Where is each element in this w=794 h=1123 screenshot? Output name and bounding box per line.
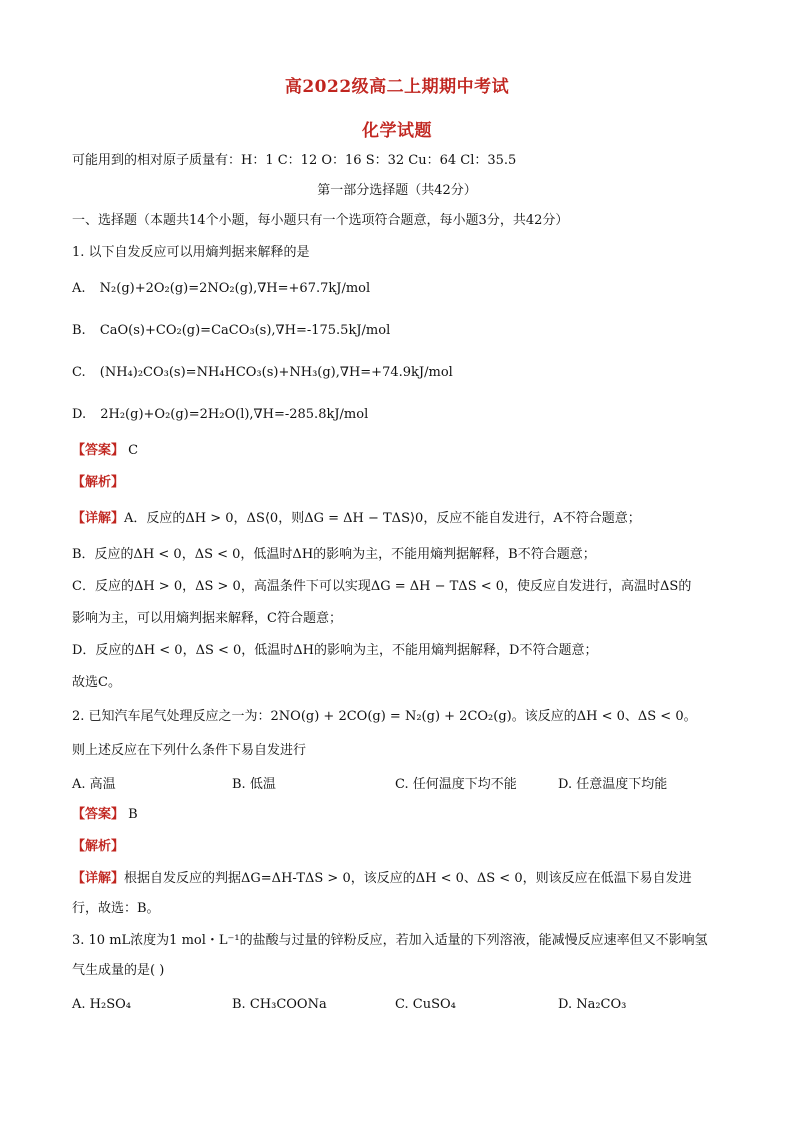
q2-analysis-tag: 【解析】 — [72, 839, 125, 854]
q2-answer-value: B — [128, 807, 138, 822]
part-heading: 第一部分选择题（共42分） — [317, 183, 477, 198]
q1-answer-tag: 【答案】 — [72, 443, 125, 458]
q1-option-a — [72, 280, 722, 298]
q3-options — [72, 996, 722, 1014]
q1-detail-1-text: A．反应的ΔH > 0，ΔS⟨0，则ΔG = ΔH − TΔS⟩0，反应不能自发进行，A不符合题意； — [124, 511, 641, 526]
q3-option-a: A. H₂SO₄ — [72, 997, 131, 1012]
q3-option-d: D. Na₂CO₃ — [558, 997, 627, 1012]
q2-detail-1-text: 根据自发反应的判据ΔG=ΔH-TΔS > 0，该反应的ΔH < 0、ΔS < 0，则该反应在低温下易自发进 — [124, 871, 692, 886]
exam-subject: 化学试题 — [362, 121, 432, 141]
q1-detail-4: 影响为主，可以用熵判据来解释，C符合题意； — [72, 611, 342, 626]
atomic-mass-note: 可能用到的相对原子质量有：H：1 C：12 O：16 S：32 Cu：64 Cl：35.5 — [72, 153, 517, 168]
q1-conclusion: 故选C。 — [72, 675, 121, 690]
q1-analysis-tag: 【解析】 — [72, 475, 125, 490]
q1-option-b-label: B. — [72, 323, 86, 338]
q1-detail-1 — [72, 510, 722, 528]
q2-option-c: C. 任何温度下均不能 — [395, 777, 517, 792]
q1-answer-value: C — [128, 443, 139, 458]
q2-detail-2: 行，故选：B。 — [72, 901, 160, 916]
q1-option-d-label: D. — [72, 407, 87, 422]
q2-detail-1 — [72, 870, 722, 888]
q1-option-b — [72, 322, 722, 340]
q2-answer — [72, 806, 722, 824]
q1-detail-2: B．反应的ΔH < 0，ΔS < 0，低温时ΔH的影响为主，不能用熵判据解释，B不符合题意； — [72, 547, 596, 562]
section-heading: 一、选择题（本题共14个小题，每小题只有一个选项符合题意，每小题3分，共42分） — [72, 213, 569, 228]
q1-detail-5: D．反应的ΔH < 0，ΔS < 0，低温时ΔH的影响为主，不能用熵判据解释，D不符合题意； — [72, 643, 598, 658]
q1-option-b-text: CaO(s)+CO₂(g)=CaCO₃(s),∇H=-175.5kJ/mol — [99, 323, 391, 338]
q2-option-b: B. 低温 — [232, 777, 276, 792]
q2-option-a: A. 高温 — [72, 777, 116, 792]
q3-option-c: C. CuSO₄ — [395, 997, 456, 1012]
q2-option-d: D. 任意温度下均能 — [558, 777, 668, 792]
q2-analysis — [72, 838, 722, 856]
q1-detail-tag: 【详解】 — [72, 511, 125, 526]
q1-option-d — [72, 406, 722, 424]
q3-option-b: B. CH₃COONa — [232, 997, 327, 1012]
q1-answer — [72, 442, 722, 460]
q2-options — [72, 776, 722, 794]
q2-stem-1: 2. 已知汽车尾气处理反应之一为：2NO(g) + 2CO(g) = N₂(g) + 2CO₂(g)。该反应的ΔH < 0、ΔS < 0。 — [72, 709, 697, 724]
q1-option-c — [72, 364, 722, 382]
q1-option-a-text: N₂(g)+2O₂(g)=2NO₂(g),∇H=+67.7kJ/mol — [99, 281, 371, 296]
q1-option-c-label: C. — [72, 365, 86, 380]
exam-title: 高2022级高二上期期中考试 — [284, 77, 510, 97]
q2-stem-2: 则上述反应在下列什么条件下易自发进行 — [72, 743, 307, 758]
q1-option-c-text: (NH₄)₂CO₃(s)=NH₄HCO₃(s)+NH₃(g),∇H=+74.9kJ/mol — [99, 365, 453, 380]
q3-stem-2: 气生成量的是( ) — [72, 963, 165, 978]
q1-stem: 1. 以下自发反应可以用熵判据来解释的是 — [72, 245, 310, 260]
q2-detail-tag: 【详解】 — [72, 871, 125, 886]
q2-answer-tag: 【答案】 — [72, 807, 125, 822]
q3-stem-1: 3. 10 mL浓度为1 mol・L⁻¹的盐酸与过量的锌粉反应，若加入适量的下列溶液，能减慢反应速率但又不影响氢 — [72, 933, 708, 948]
q1-analysis — [72, 474, 722, 492]
q1-option-d-text: 2H₂(g)+O₂(g)=2H₂O(l),∇H=-285.8kJ/mol — [100, 407, 369, 422]
q1-detail-3: C．反应的ΔH > 0，ΔS > 0，高温条件下可以实现ΔG = ΔH − TΔS < 0，使反应自发进行，高温时ΔS的 — [72, 579, 692, 594]
q1-option-a-label: A. — [72, 281, 86, 296]
